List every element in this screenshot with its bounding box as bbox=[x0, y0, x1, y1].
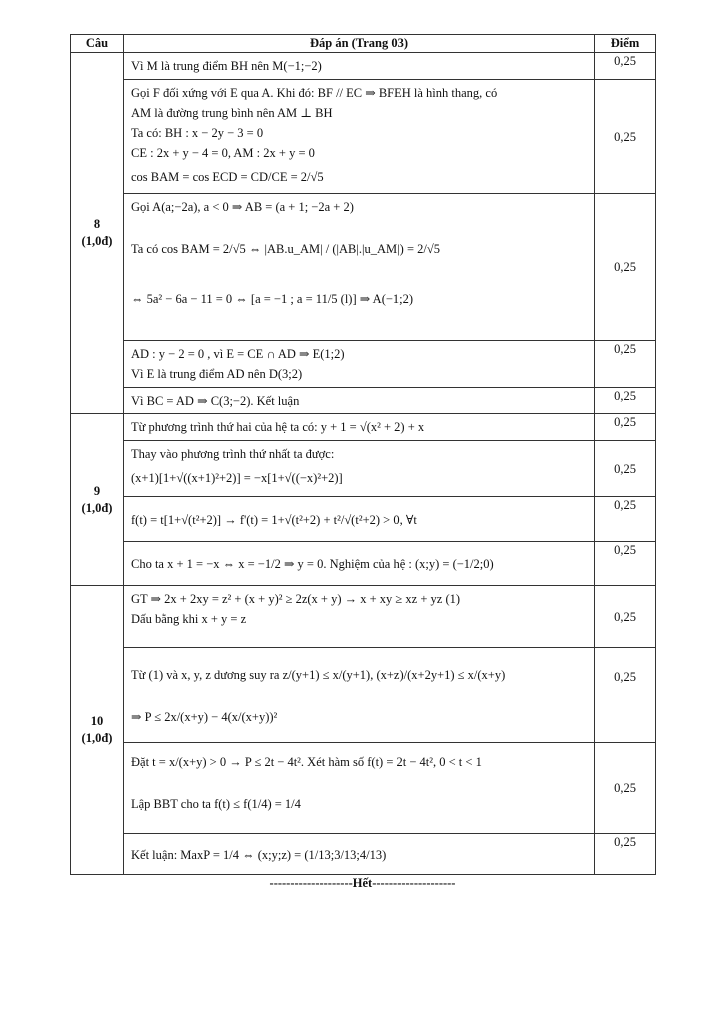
question-8-cell bbox=[71, 53, 124, 414]
answer-cell bbox=[124, 53, 595, 80]
answer-line: Vì M là trung điểm BH nên M(−1;−2) bbox=[131, 59, 322, 73]
points-cell: 0,25 bbox=[595, 497, 656, 542]
answer-line: cos BAM = cos ECD = CD/CE = 2/√5 bbox=[131, 170, 324, 184]
answer-line: Gọi F đối xứng với E qua A. Khi đó: BF // EC ⇒ BFEH là hình thang, có bbox=[131, 86, 498, 100]
question-number: 9 bbox=[93, 483, 101, 498]
points-cell: 0,25 bbox=[595, 388, 656, 414]
table-row bbox=[71, 414, 656, 441]
answer-line: Kết luận: MaxP = 1/4 ⇔ (x;y;z) = (1/13;3/13;4/13) bbox=[131, 847, 387, 862]
answer-cell bbox=[124, 586, 595, 648]
answer-line: Gọi A(a;−2a), a < 0 ⇒ AB = (a + 1; −2a + 2) bbox=[131, 200, 354, 214]
answer-line: Thay vào phương trình thứ nhất ta được: bbox=[131, 447, 335, 461]
answer-line: Cho ta x + 1 = −x ⇔ x = −1/2 ⇒ y = 0. Nghiệm của hệ : (x;y) = (−1/2;0) bbox=[131, 557, 494, 571]
table-row bbox=[71, 542, 656, 586]
answer-line: Từ phương trình thứ hai của hệ ta có: y + 1 = √(x² + 2) + x bbox=[131, 420, 425, 434]
table-row bbox=[71, 834, 656, 875]
answer-line: Vì E là trung điểm AD nên D(3;2) bbox=[131, 367, 303, 381]
answer-cell bbox=[124, 743, 595, 834]
answer-cell bbox=[124, 414, 595, 441]
answer-cell bbox=[124, 497, 595, 542]
points-cell: 0,25 bbox=[595, 542, 656, 586]
points-cell: 0,25 bbox=[595, 648, 656, 743]
answer-cell bbox=[124, 80, 595, 194]
answer-line: Từ (1) và x, y, z dương suy ra z/(y+1) ≤ x/(y+1), (x+z)/(x+2y+1) ≤ x/(x+y) bbox=[131, 668, 506, 682]
answer-line: ⇔ 5a² − 6a − 11 = 0 ⇔ [a = −1 ; a = 11/5 (l)] ⇒ A(−1;2) bbox=[131, 292, 414, 306]
answer-line: Lập BBT cho ta f(t) ≤ f(1/4) = 1/4 bbox=[131, 797, 301, 811]
table-row bbox=[71, 648, 656, 743]
question-number: 8 bbox=[93, 217, 101, 231]
answer-line: Ta có: BH : x − 2y − 3 = 0 bbox=[131, 126, 264, 140]
table-row bbox=[71, 586, 656, 648]
points-cell: 0,25 bbox=[595, 341, 656, 388]
points-cell: 0,25 bbox=[595, 194, 656, 341]
points-cell: 0,25 bbox=[595, 743, 656, 834]
answer-cell bbox=[124, 341, 595, 388]
points-cell: 0,25 bbox=[595, 414, 656, 441]
points-cell: 0,25 bbox=[595, 441, 656, 497]
answer-cell bbox=[124, 441, 595, 497]
header-answer: Đáp án (Trang 03) bbox=[124, 35, 595, 53]
header-points: Điểm bbox=[595, 35, 656, 53]
answer-cell bbox=[124, 388, 595, 414]
answer-line: Ta có cos BAM = 2/√5 ⇔ |AB.u_AM| / (|AB|.|u_AM|) = 2/√5 bbox=[131, 242, 440, 256]
question-weight: (1,0đ) bbox=[81, 500, 113, 515]
question-10-cell bbox=[71, 586, 124, 875]
points-cell: 0,25 bbox=[595, 586, 656, 648]
question-number: 10 bbox=[90, 714, 104, 728]
answer-line: GT ⇒ 2x + 2xy = z² + (x + y)² ≥ 2z(x + y) → x + xy ≥ xz + yz (1) bbox=[131, 592, 461, 606]
answer-cell bbox=[124, 542, 595, 586]
table-row bbox=[71, 743, 656, 834]
question-weight: (1,0đ) bbox=[81, 731, 113, 745]
answer-line: f(t) = t[1+√(t²+2)] → f'(t) = 1+√(t²+2) + t²/√(t²+2) > 0, ∀t bbox=[131, 512, 417, 527]
answer-cell bbox=[124, 194, 595, 341]
question-weight: (1,0đ) bbox=[81, 234, 113, 248]
answer-line: AM là đường trung bình nên AM ⊥ BH bbox=[131, 106, 333, 120]
header-question: Câu bbox=[71, 35, 124, 53]
table-row bbox=[71, 341, 656, 388]
answer-line: AD : y − 2 = 0 , vì E = CE ∩ AD ⇒ E(1;2) bbox=[131, 347, 345, 361]
answer-line: Vì BC = AD ⇒ C(3;−2). Kết luận bbox=[131, 394, 300, 408]
table-row bbox=[71, 53, 656, 80]
table-row bbox=[71, 497, 656, 542]
question-9-cell bbox=[71, 414, 124, 586]
table-header bbox=[71, 35, 656, 53]
answer-line: (x+1)[1+√((x+1)²+2)] = −x[1+√((−x)²+2)] bbox=[131, 471, 343, 485]
table-row bbox=[71, 388, 656, 414]
end-marker: --------------------Hết-------------------- bbox=[269, 876, 456, 890]
answer-line: CE : 2x + y − 4 = 0, AM : 2x + y = 0 bbox=[131, 146, 315, 160]
answer-line: Đặt t = x/(x+y) > 0 → P ≤ 2t − 4t². Xét hàm số f(t) = 2t − 4t², 0 < t < 1 bbox=[131, 755, 482, 769]
points-cell: 0,25 bbox=[595, 53, 656, 80]
answer-cell bbox=[124, 834, 595, 875]
table-row bbox=[71, 194, 656, 341]
answer-line: Dấu bằng khi x + y = z bbox=[131, 612, 247, 626]
table-row bbox=[71, 441, 656, 497]
points-cell: 0,25 bbox=[595, 80, 656, 194]
answer-line: ⇒ P ≤ 2x/(x+y) − 4(x/(x+y))² bbox=[131, 710, 278, 724]
table-row bbox=[71, 80, 656, 194]
answer-table bbox=[70, 34, 656, 875]
points-cell: 0,25 bbox=[595, 834, 656, 875]
answer-cell bbox=[124, 648, 595, 743]
